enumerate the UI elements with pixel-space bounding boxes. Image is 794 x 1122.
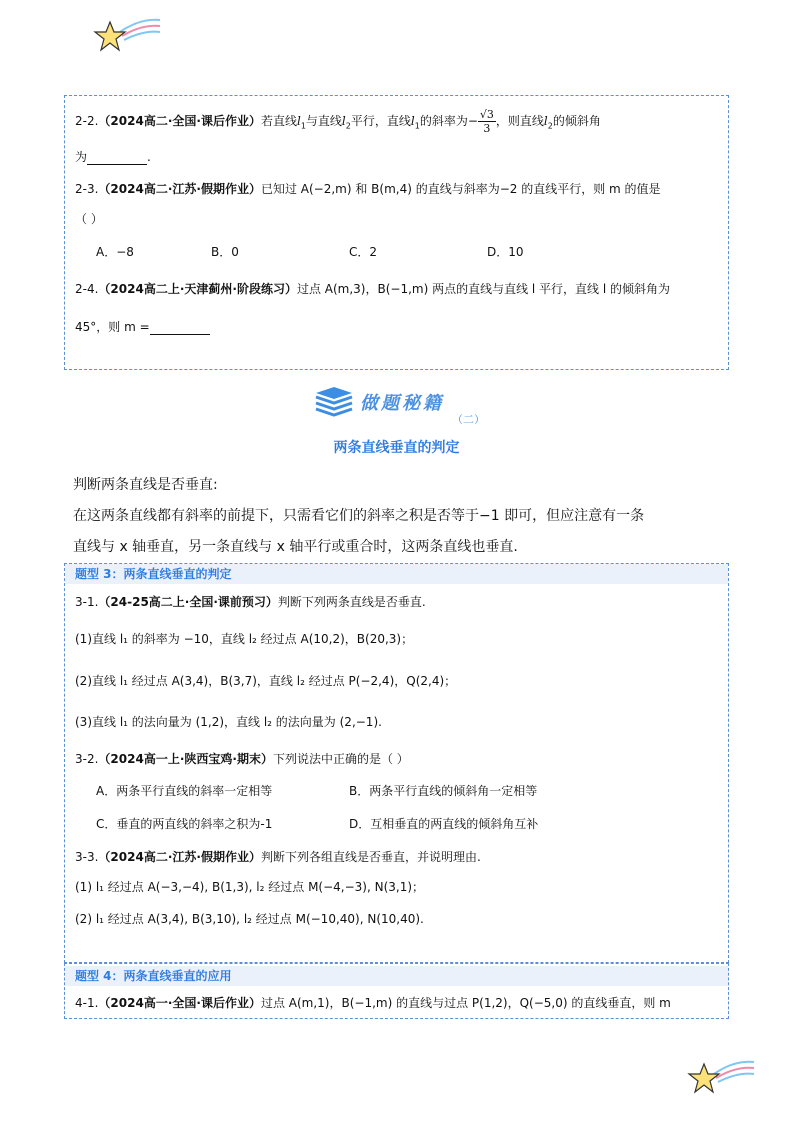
problem-3-2-line1 [75,750,409,767]
problem-source: （2024高二上·天津蓟州·阶段练习） [98,282,297,296]
star-decoration-icon [686,1056,756,1100]
section-heading: 两条直线垂直的判定 [333,440,460,456]
line-symbol: l [341,114,346,128]
problem-3-3-item2: (2) l₁ 经过点 A(3,4), B(3,10), l₂ 经过点 M(−10,40), N(10,40). [75,912,424,926]
problem-text: 为 [75,150,88,164]
problem-3-3-item1: (1) l₁ 经过点 A(−3,−4), B(1,3), l₂ 经过点 M(−4,−3), N(3,1)； [75,880,425,894]
intro-line-2: 在这两条直线都有斜率的前提下，只需看它们的斜率之积是否等于−1 即可，但应注意有一条 [73,508,645,524]
problem-text: 45°，则 m = [75,320,150,334]
problem-3-3-line1 [75,848,481,865]
problem-number: 3-3. [75,850,99,864]
problem-text: 若直线 [260,114,297,128]
problem-source: （2024高二·江苏·假期作业） [98,850,261,864]
problem-3-1-item1: (1)直线 l₁ 的斜率为 −10，直线 l₂ 经过点 A(10,2)，B(20,3)； [75,632,414,646]
topic-3-heading: 题型 3：两条直线垂直的判定 [65,564,728,584]
problem-number: 2-4. [75,282,99,296]
problem-text: 判断下列各组直线是否垂直，并说明理由. [260,850,481,864]
section-banner [64,371,729,461]
problem-2-2-line2 [75,148,151,165]
banner-subtitle: （二） [452,413,485,426]
problem-text: 的倾斜角 [552,114,601,128]
problem-number: 3-1. [75,595,99,609]
problem-3-1-item3: (3)直线 l₁ 的法向量为 (1,2)，直线 l₂ 的法向量为 (2,−1). [75,715,382,729]
answer-blank[interactable] [87,152,147,165]
problem-text: 与直线 [305,114,342,128]
problem-source: （2024高二·全国·课后作业） [98,114,261,128]
option-d[interactable]: D．互相垂直的两直线的倾斜角互补 [349,817,539,831]
line-symbol: l [543,114,548,128]
banner-title: 做题秘籍 [360,393,444,414]
problem-2-4-line2 [75,318,210,335]
problem-source: （2024高一上·陕西宝鸡·期末） [98,752,273,766]
problem-2-2-line1 [75,108,601,135]
subscript: 1 [300,121,306,131]
subscript: 1 [414,121,420,131]
fraction-numerator: √3 [479,108,494,121]
answer-paren: （ ） [75,212,103,226]
problem-text: 下列说法中正确的是（ ） [272,752,409,766]
answer-blank[interactable] [150,322,210,335]
topic-4-heading: 题型 4：两条直线垂直的应用 [65,966,728,986]
problem-4-1-line1 [75,994,671,1011]
problem-text: 已知过 A(−2,m) 和 B(m,4) 的直线与斜率为−2 的直线平行，则 m 的值是 [260,182,661,196]
problem-3-1-item2: (2)直线 l₁ 经过点 A(3,4)，B(3,7)，直线 l₂ 经过点 P(−2,4)，Q(2,4)； [75,674,457,688]
problem-source: （24-25高二上·全国·课前预习） [98,595,278,609]
star-decoration-icon [92,14,162,58]
problem-text: 过点 A(m,1)，B(−1,m) 的直线与过点 P(1,2)，Q(−5,0) 的直线垂直，则 m [260,996,671,1010]
books-icon [314,385,354,417]
problem-2-3-paren [75,210,103,227]
intro-line-3: 直线与 x 轴垂直，另一条直线与 x 轴平行或重合时，这两条直线也垂直. [73,539,518,555]
problem-text: . [147,150,151,164]
intro-line-1: 判断两条直线是否垂直: [73,477,218,493]
problem-2-4-line1 [75,280,670,297]
line-symbol: l [410,114,415,128]
subscript: 2 [345,121,351,131]
problem-text: 平行，直线 [350,114,411,128]
problem-source: （2024高二·江苏·假期作业） [98,182,261,196]
option-c[interactable]: C．2 [349,245,378,259]
problem-number: 3-2. [75,752,99,766]
problem-number: 2-2. [75,114,99,128]
problem-text: 过点 A(m,3)，B(−1,m) 两点的直线与直线 l 平行，直线 l 的倾斜角为 [296,282,671,296]
problem-number: 4-1. [75,996,99,1010]
problem-text: ，则直线 [495,114,544,128]
fraction-denominator: 3 [483,122,491,135]
problem-3-1-line1 [75,593,426,610]
problem-number: 2-3. [75,182,99,196]
fraction [478,108,496,135]
option-d[interactable]: D．10 [487,245,524,259]
problem-text: 判断下列两条直线是否垂直. [277,595,426,609]
option-a[interactable]: A．−8 [96,245,134,259]
option-c[interactable]: C．垂直的两直线的斜率之积为-1 [96,817,273,831]
option-b[interactable]: B．0 [211,245,239,259]
line-symbol: l [296,114,301,128]
problem-text: 的斜率为− [419,114,478,128]
option-b[interactable]: B．两条平行直线的倾斜角一定相等 [349,784,538,798]
option-a[interactable]: A．两条平行直线的斜率一定相等 [96,784,273,798]
subscript: 2 [547,121,553,131]
problem-2-3-line1 [75,180,661,197]
problem-source: （2024高一·全国·课后作业） [98,996,261,1010]
